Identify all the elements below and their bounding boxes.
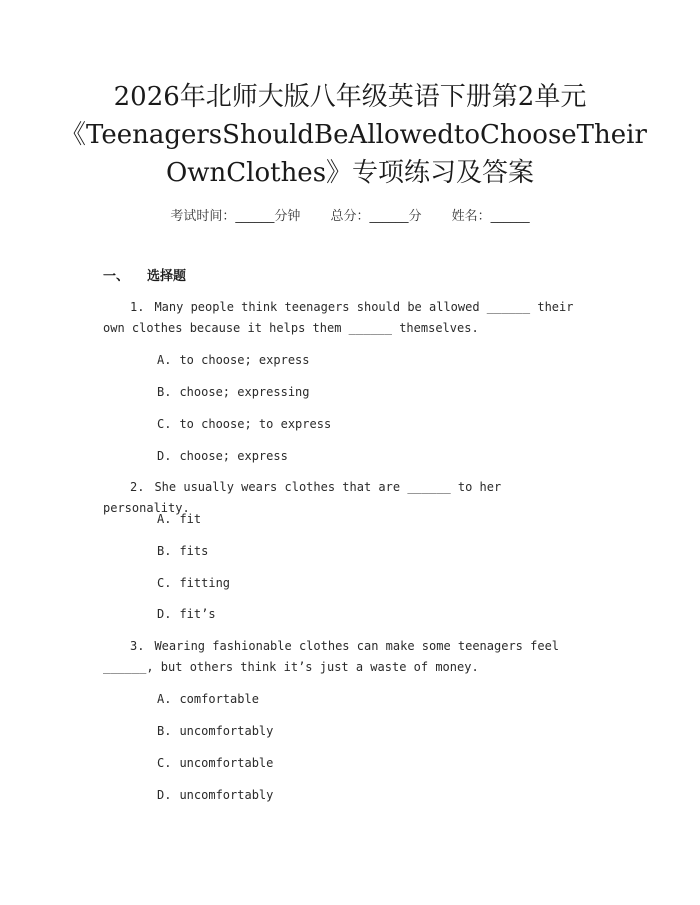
student-name: 姓名：______ xyxy=(451,209,530,224)
option-text: uncomfortable xyxy=(179,756,274,770)
option-text: fit xyxy=(179,512,202,526)
question-number: 3. xyxy=(130,639,145,653)
option-text: to choose; to express xyxy=(179,417,332,431)
option-letter: B. xyxy=(157,724,172,738)
option-text: fit’s xyxy=(179,607,216,621)
question-1-option-a xyxy=(157,351,310,369)
question-3-option-b xyxy=(157,722,273,740)
option-letter: C. xyxy=(157,756,172,770)
option-text: comfortable xyxy=(179,692,259,706)
question-number: 2. xyxy=(130,480,145,494)
option-letter: A. xyxy=(157,692,172,706)
option-text: to choose; express xyxy=(179,353,310,367)
page-title xyxy=(60,78,647,192)
title-line-2: 《TeenagersShouldBeAllowedtoChooseTheir xyxy=(60,120,647,150)
question-3-option-c xyxy=(157,754,273,772)
option-text: uncomfortably xyxy=(179,788,274,802)
option-text: choose; expressing xyxy=(179,385,310,399)
section-heading xyxy=(103,265,186,284)
option-letter: D. xyxy=(157,449,172,463)
option-text: choose; express xyxy=(179,449,288,463)
exam-score: 总分：______分 xyxy=(330,209,422,224)
option-text: fitting xyxy=(179,576,231,590)
question-2-option-c xyxy=(157,574,230,592)
question-1 xyxy=(103,297,593,339)
option-letter: D. xyxy=(157,607,172,621)
option-letter: D. xyxy=(157,788,172,802)
option-letter: A. xyxy=(157,353,172,367)
option-text: uncomfortably xyxy=(179,724,274,738)
question-3 xyxy=(103,636,593,678)
option-letter: C. xyxy=(157,417,172,431)
question-2-option-a xyxy=(157,510,201,528)
question-2-option-d xyxy=(157,605,216,623)
option-letter: A. xyxy=(157,512,172,526)
section-number: 一、 xyxy=(103,269,130,284)
exam-time: 考试时间：______分钟 xyxy=(170,209,301,224)
option-letter: C. xyxy=(157,576,172,590)
option-text: fits xyxy=(179,544,209,558)
exam-meta xyxy=(0,205,700,224)
question-text: Wearing fashionable clothes can make some teenagers feel ______, but others think it’s just a waste of money. xyxy=(103,639,560,674)
title-line-3: OwnClothes》专项练习及答案 xyxy=(165,158,535,188)
question-3-option-a xyxy=(157,690,259,708)
question-2-option-b xyxy=(157,542,208,560)
question-text: She usually wears clothes that are ______ to her personality. xyxy=(103,480,502,515)
section-label: 选择题 xyxy=(147,269,187,284)
title-line-1: 2026年北师大版八年级英语下册第2单元 xyxy=(113,82,587,112)
question-1-option-b xyxy=(157,383,310,401)
option-letter: B. xyxy=(157,544,172,558)
question-1-option-c xyxy=(157,415,331,433)
question-3-option-d xyxy=(157,786,273,804)
question-number: 1. xyxy=(130,300,145,314)
question-1-option-d xyxy=(157,447,288,465)
question-text: Many people think teenagers should be allowed ______ their own clothes because it helps them ______ themselves. xyxy=(103,300,574,335)
option-letter: B. xyxy=(157,385,172,399)
